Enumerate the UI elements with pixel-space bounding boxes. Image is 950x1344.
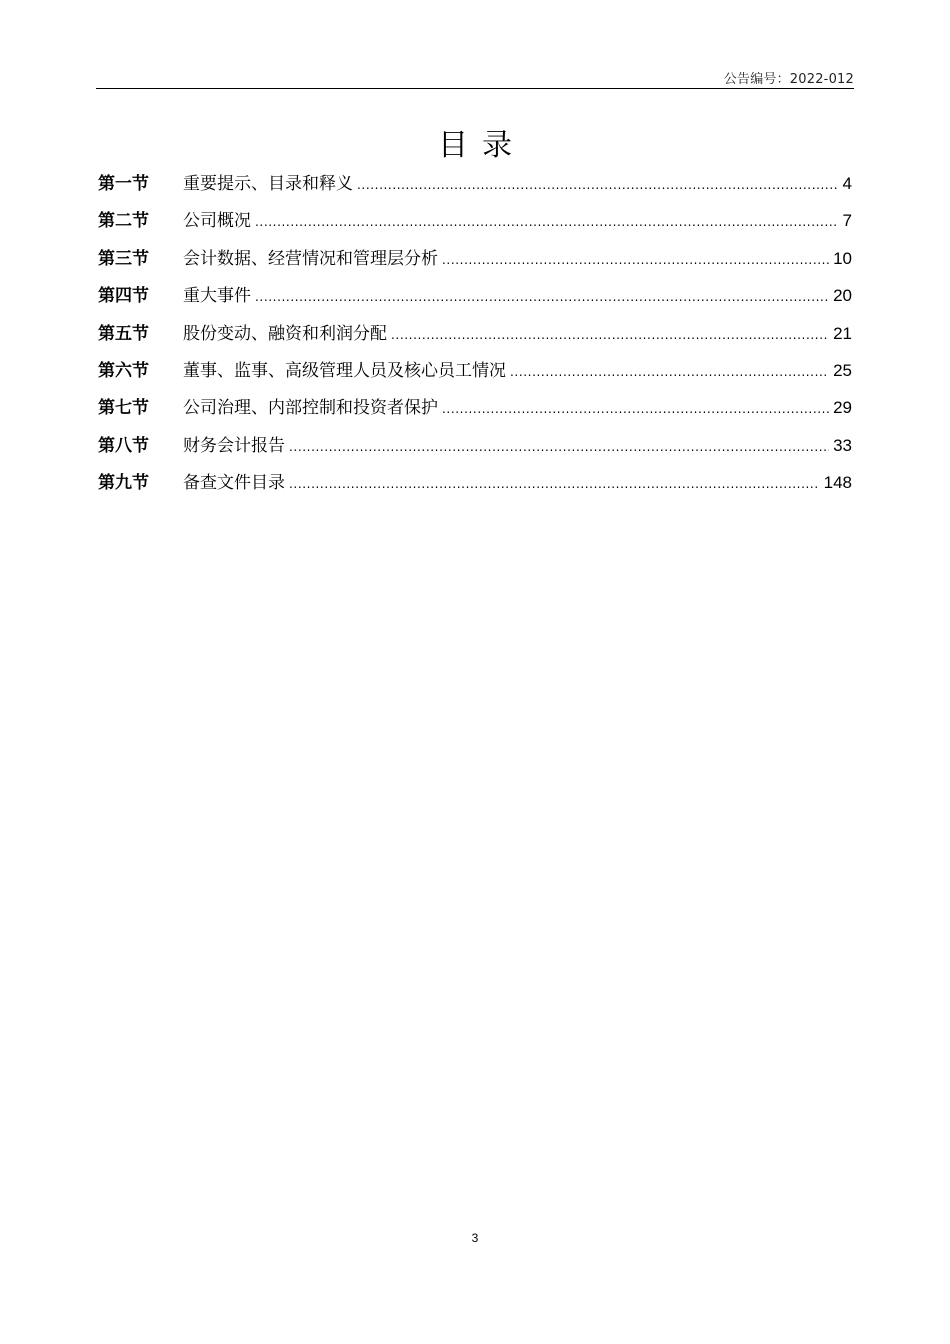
toc-entry[interactable] — [98, 245, 852, 282]
announcement-number: 公告编号：2022-012 — [723, 72, 854, 87]
dot-leader — [255, 283, 829, 311]
toc-section-label: 第八节 — [98, 435, 149, 456]
dot-leader — [357, 171, 839, 199]
toc-page-number: 4 — [842, 174, 852, 193]
dot-leader — [442, 246, 829, 274]
toc-entry-title: 公司概况 — [183, 211, 251, 232]
toc-page-number: 25 — [833, 360, 852, 380]
toc-page-number: 148 — [823, 473, 852, 493]
toc-page-number: 21 — [833, 323, 852, 343]
toc-page-number: 7 — [842, 211, 852, 231]
toc-section-label: 第四节 — [98, 286, 149, 307]
toc-page-number: 33 — [833, 435, 852, 455]
toc-page-number: 20 — [833, 286, 852, 306]
dot-leader — [289, 470, 820, 498]
toc-section-label: 第六节 — [98, 360, 149, 381]
toc-entry[interactable] — [98, 357, 852, 394]
toc-section-label: 第七节 — [98, 398, 149, 419]
toc-entry[interactable] — [98, 282, 852, 319]
toc-section-label: 第二节 — [98, 211, 149, 232]
toc-entry[interactable] — [98, 320, 852, 357]
toc-section-label: 第一节 — [98, 174, 149, 194]
toc-entry-title: 备查文件目录 — [183, 473, 285, 494]
toc-section-label: 第三节 — [98, 248, 149, 269]
toc-entry-title: 会计数据、经营情况和管理层分析 — [183, 248, 438, 269]
dot-leader — [510, 358, 829, 386]
header-divider — [96, 88, 854, 89]
toc-entry-title: 重大事件 — [183, 286, 251, 307]
toc-entry[interactable] — [98, 207, 852, 244]
dot-leader — [442, 395, 829, 423]
toc-entry[interactable] — [98, 170, 852, 207]
dot-leader — [255, 208, 839, 236]
toc-page-number: 10 — [833, 248, 852, 268]
toc-section-label: 第五节 — [98, 323, 149, 344]
toc-entry-title: 重要提示、目录和释义 — [183, 174, 353, 194]
page-number: 3 — [471, 1231, 479, 1245]
table-of-contents — [98, 170, 852, 507]
toc-entry-title: 财务会计报告 — [183, 435, 285, 456]
toc-section-label: 第九节 — [98, 473, 149, 494]
toc-entry-title: 公司治理、内部控制和投资者保护 — [183, 398, 438, 419]
toc-entry[interactable] — [98, 394, 852, 431]
toc-entry-title: 股份变动、融资和利润分配 — [183, 323, 387, 344]
toc-entry[interactable] — [98, 432, 852, 469]
dot-leader — [289, 433, 829, 461]
toc-entry-title: 董事、监事、高级管理人员及核心员工情况 — [183, 360, 506, 381]
toc-page-number: 29 — [833, 398, 852, 418]
dot-leader — [391, 321, 829, 349]
toc-entry[interactable] — [98, 469, 852, 506]
page-title: 目录 — [438, 128, 526, 163]
